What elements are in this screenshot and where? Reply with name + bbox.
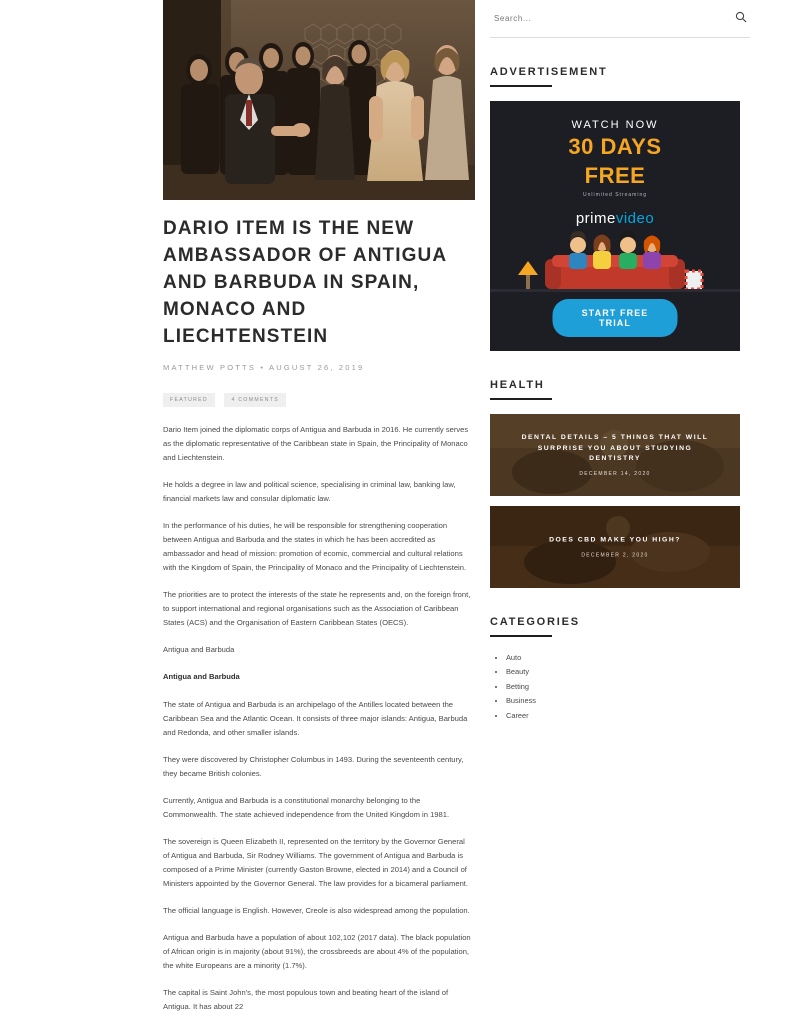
ad-logo-video: video <box>615 210 655 228</box>
article-paragraph: In the performance of his duties, he will be responsible for strengthening cooperation between Antigua and Barbuda and the states in which he has been accredited as ambassador and head of mission: promotion of ecomic, commercial and cultural relations with the Kingdom of Spain, the Principality of Monaco and the Principality of Liechtenstein. <box>163 521 467 573</box>
hero-photo-graphic <box>163 0 475 200</box>
health-heading: HEALTH <box>490 379 545 391</box>
ad-watch-now-label: WATCH NOW <box>571 119 659 131</box>
ad-headline-line1: 30 DAYS <box>568 134 662 159</box>
advertisement-heading: ADVERTISEMENT <box>490 66 608 78</box>
article-paragraph: The sovereign is Queen Elizabeth II, represented on the territory by the Governor General of Antigua and Barbuda, Sir Rodney Williams. The government of Antigua and Barbuda is composed of a Prime Minister (currently Gaston Browne, elected in 2014) and a Council of Ministers appointed by the Governor General. The law provides for a bicameral parliament. <box>163 836 469 888</box>
category-item-auto[interactable]: • Auto <box>506 651 750 665</box>
article-subheading: Antigua and Barbuda <box>163 672 240 682</box>
article-paragraph: Currently, Antigua and Barbuda is a constitutional monarchy belonging to the Commonwealth. The state achieved independence from the United Kingdom in 1981. <box>163 795 450 819</box>
search-widget <box>490 8 750 38</box>
health-card-text <box>490 536 740 559</box>
health-heading-rule <box>490 398 552 400</box>
category-item-business[interactable]: • Business <box>506 694 750 708</box>
health-card-headline: DOES CBD MAKE YOU HIGH? <box>549 536 681 544</box>
ad-subtext: Unlimited Streaming <box>582 192 648 199</box>
article-paragraph: The official language is English. However, Creole is also widespread among the population. <box>163 906 470 916</box>
start-free-trial-button[interactable]: START FREE TRIAL <box>553 299 678 337</box>
health-card-cbd[interactable] <box>490 506 740 588</box>
category-item-beauty[interactable]: • Beauty <box>506 665 750 679</box>
article-paragraph: The capital is Saint John's, the most populous town and beating heart of the island of Antigua. It has about 22 <box>163 988 449 1012</box>
health-card-headline: DENTAL DETAILS – 5 THINGS THAT WILL SURPRISE YOU ABOUT STUDYING DENTISTRY <box>521 434 709 463</box>
article-byline: MATTHEW POTTS • AUGUST 26, 2019 <box>163 362 365 372</box>
advertisement-banner[interactable] <box>490 101 740 351</box>
health-card-date: DECEMBER 2, 2020 <box>581 552 649 559</box>
ad-illustration <box>490 219 740 299</box>
search-input[interactable] <box>490 10 750 27</box>
tag-comments[interactable]: 4 COMMENTS <box>224 393 286 407</box>
category-item-career[interactable]: • Career <box>506 709 750 723</box>
health-card-text <box>490 433 740 477</box>
article-hero-image <box>163 0 475 200</box>
sidebar <box>490 0 800 723</box>
categories-heading-rule <box>490 635 552 637</box>
ad-headline-line2: FREE <box>584 162 646 188</box>
page-title: DARIO ITEM IS THE NEW AMBASSADOR OF ANTIGUA AND BARBUDA IN SPAIN, MONACO AND LIECHTENSTEIN <box>163 218 447 347</box>
health-card-dentistry[interactable] <box>490 414 740 496</box>
categories-list <box>490 651 750 723</box>
article-paragraph: He holds a degree in law and political science, specialising in criminal law, banking law, financial markets law and consular diplomatic law. <box>163 479 456 504</box>
article-paragraph: The priorities are to protect the interests of the state he represents and, on the foreign front, to support international and regional organisations such as the Association of Caribbean States (ACS) and the Organisation of Eastern Caribbean States (OECS). <box>163 590 471 628</box>
article-body <box>0 216 490 1014</box>
article-paragraph: They were discovered by Christopher Columbus in 1493. During the seventeenth century, they became British colonies. <box>163 754 464 778</box>
search-icon[interactable] <box>735 10 747 22</box>
categories-heading: CATEGORIES <box>490 616 580 628</box>
article-paragraph: The state of Antigua and Barbuda is an archipelago of the Antilles located between the Caribbean Sea and the Atlantic Ocean. It consists of three major islands: Antigua, Barbuda and Redonda, and other smaller islands. <box>163 699 468 737</box>
category-item-betting[interactable]: • Betting <box>506 680 750 694</box>
advertisement-heading-rule <box>490 85 552 87</box>
health-card-date: DECEMBER 14, 2020 <box>579 470 651 477</box>
ad-logo-prime: prime <box>575 210 616 228</box>
article-tags <box>163 388 472 407</box>
article-paragraph: Dario Item joined the diplomatic corps of Antigua and Barbuda in 2016. He currently serves as the diplomatic representative of the Caribbean state in Spain, the Principality of Monaco and Liechtenstein. <box>163 424 469 462</box>
article-paragraph: Antigua and Barbuda <box>163 645 235 655</box>
article-paragraph: Antigua and Barbuda have a population of about 102,102 (2017 data). The black population of African origin is in majority (about 91%), the crossbreeds are about 4% of the population, the white Europeans are a minority (1.7%). <box>163 933 471 971</box>
tag-featured[interactable]: FEATURED <box>163 393 215 407</box>
